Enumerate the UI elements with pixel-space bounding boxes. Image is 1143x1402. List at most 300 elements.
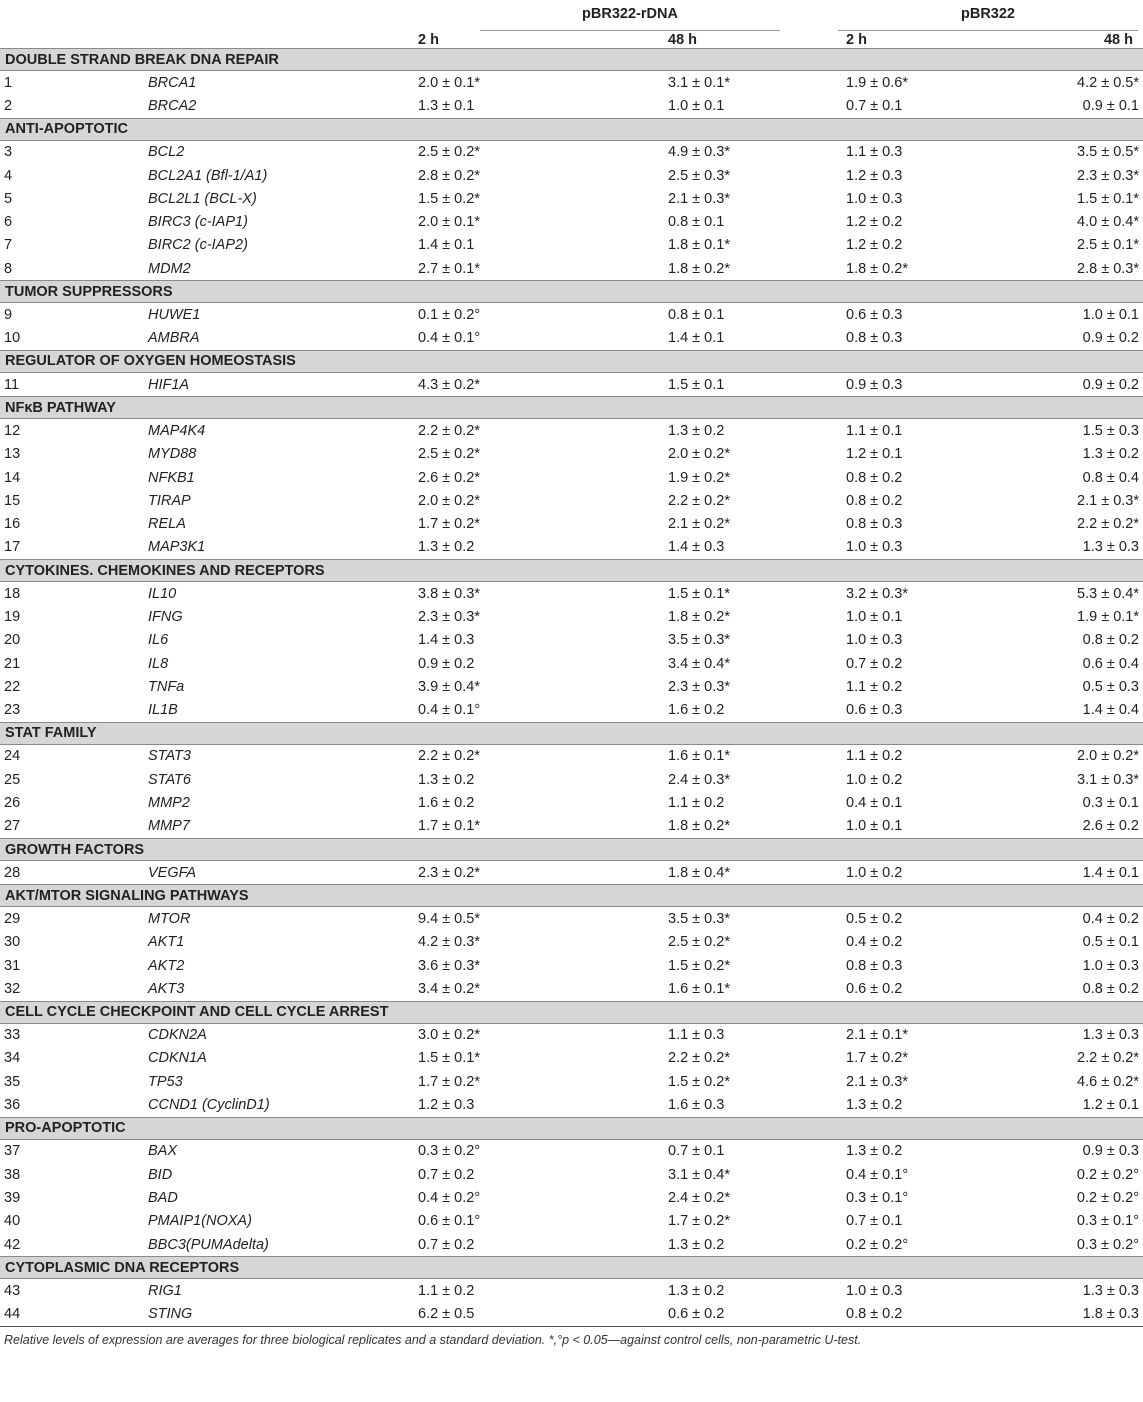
expression-value: 1.1 ± 0.3 [846,144,903,161]
gene-name: VEGFA [148,864,197,881]
expression-value: 2.5 ± 0.1* [1077,237,1139,254]
expression-value: 3.1 ± 0.1* [668,74,730,91]
row-number: 33 [4,1027,21,1044]
expression-value: 0.4 ± 0.2° [418,1189,481,1206]
expression-value: 0.8 ± 0.3 [846,957,903,974]
expression-value: 2.4 ± 0.3* [668,771,730,788]
expression-value: 1.5 ± 0.2* [668,1073,730,1090]
expression-value: 9.4 ± 0.5* [418,910,480,927]
expression-value: 1.5 ± 0.2* [418,190,480,207]
expression-value: 0.4 ± 0.1° [846,1166,909,1183]
gene-name: AKT3 [148,980,185,997]
table-row [0,419,1143,443]
expression-value: 3.1 ± 0.4* [668,1166,730,1183]
table-row [0,303,1143,327]
expression-value: 4.6 ± 0.2* [1077,1073,1139,1090]
row-number: 8 [4,260,13,277]
expression-value: 3.4 ± 0.2* [418,980,480,997]
expression-value: 1.6 ± 0.1* [668,980,730,997]
gene-name: AKT2 [148,957,185,974]
expression-value: 1.0 ± 0.1 [668,97,725,114]
expression-value: 0.2 ± 0.2° [1076,1166,1139,1183]
expression-value: 6.2 ± 0.5 [418,1306,475,1323]
row-number: 7 [4,237,13,254]
expression-value: 2.1 ± 0.3* [846,1073,908,1090]
expression-value: 1.0 ± 0.3 [1082,957,1139,974]
expression-value: 1.0 ± 0.1 [1082,307,1139,324]
row-number: 28 [4,864,21,881]
expression-value: 1.3 ± 0.2 [668,422,725,439]
expression-value: 1.3 ± 0.1 [418,97,475,114]
timepoint-header: 2 h [418,32,439,48]
row-number: 25 [4,771,21,788]
expression-value: 1.9 ± 0.2* [668,469,730,486]
expression-value: 1.7 ± 0.1* [418,818,480,835]
expression-value: 2.0 ± 0.2* [668,446,730,463]
expression-value: 2.2 ± 0.2* [418,422,480,439]
gene-name: STAT6 [148,771,191,788]
table-row [0,1023,1143,1047]
expression-value: 4.2 ± 0.5* [1077,74,1139,91]
table-row [0,234,1143,257]
expression-value: 1.8 ± 0.2* [668,260,730,277]
section-title: CYTOPLASMIC DNA RECEPTORS [0,1257,1143,1279]
expression-value: 1.4 ± 0.3 [418,632,475,649]
gene-name: BIRC3 (c-IAP1) [148,214,248,231]
expression-value: 2.6 ± 0.2* [418,469,480,486]
row-number: 21 [4,655,21,672]
expression-value: 3.0 ± 0.2* [418,1027,480,1044]
section-title: STAT FAMILY [0,722,1143,744]
section-header-row [0,350,1143,372]
expression-value: 3.8 ± 0.3* [418,585,480,602]
row-number: 6 [4,214,13,231]
gene-name: BCL2 [148,144,185,161]
table-row [0,582,1143,606]
timepoint-header: 2 h [846,32,867,48]
expression-value: 0.8 ± 0.2 [846,492,903,509]
expression-value: 0.8 ± 0.2 [846,1306,903,1323]
gene-name: IL8 [148,655,169,672]
gene-name: MAP4K4 [148,422,206,439]
expression-value: 1.6 ± 0.3 [668,1097,725,1114]
row-number: 42 [4,1236,21,1253]
expression-value: 0.4 ± 0.2 [1082,910,1139,927]
table-row [0,1070,1143,1093]
expression-value: 3.4 ± 0.4* [668,655,730,672]
gene-name: BAD [148,1189,178,1206]
row-number: 40 [4,1213,21,1230]
expression-value: 0.8 ± 0.1 [668,214,725,231]
expression-value: 1.4 ± 0.1 [418,237,475,254]
expression-value: 1.4 ± 0.1 [1082,864,1139,881]
expression-value: 2.8 ± 0.2* [418,167,480,184]
expression-value: 1.0 ± 0.3 [846,1282,903,1299]
expression-value: 2.0 ± 0.1* [418,214,480,231]
section-title: CELL CYCLE CHECKPOINT AND CELL CYCLE ARREST [0,1001,1143,1023]
table-row [0,1163,1143,1186]
expression-value: 2.5 ± 0.2* [418,446,480,463]
gene-name: PMAIP1(NOXA) [148,1213,252,1230]
table-row [0,629,1143,652]
section-header-row [0,1117,1143,1139]
expression-value: 5.3 ± 0.4* [1077,585,1139,602]
expression-value: 1.2 ± 0.2 [846,214,903,231]
expression-value: 0.4 ± 0.1 [846,795,903,812]
expression-value: 1.5 ± 0.1 [668,376,725,393]
expression-value: 0.8 ± 0.4 [1082,469,1139,486]
expression-value: 0.8 ± 0.2 [1082,632,1139,649]
expression-value: 0.1 ± 0.2° [418,307,481,324]
expression-value: 0.9 ± 0.2 [418,655,475,672]
expression-value: 4.9 ± 0.3* [668,144,730,161]
table-row [0,815,1143,839]
expression-value: 1.6 ± 0.2 [418,795,475,812]
expression-value: 2.0 ± 0.1* [418,74,480,91]
timepoint-header-row [0,32,1143,49]
expression-value: 1.7 ± 0.2* [418,516,480,533]
expression-value: 3.5 ± 0.5* [1077,144,1139,161]
expression-value: 4.0 ± 0.4* [1077,214,1139,231]
expression-value: 0.4 ± 0.1° [418,702,481,719]
expression-value: 0.2 ± 0.2° [1076,1189,1139,1206]
section-header-row [0,722,1143,744]
expression-value: 1.0 ± 0.3 [846,632,903,649]
expression-value: 1.5 ± 0.1* [418,1050,480,1067]
row-number: 35 [4,1073,21,1090]
expression-value: 0.7 ± 0.1 [846,1213,903,1230]
gene-name: MAP3K1 [148,539,206,556]
expression-value: 0.9 ± 0.2 [1082,376,1139,393]
table-row [0,675,1143,698]
expression-value: 1.0 ± 0.2 [846,771,903,788]
group-2-label: pBR322 [838,2,1138,31]
expression-value: 0.5 ± 0.2 [846,910,903,927]
expression-value: 0.3 ± 0.1° [846,1189,909,1206]
table-row [0,1093,1143,1117]
expression-value: 0.7 ± 0.1 [668,1143,725,1160]
gene-name: BRCA1 [148,74,197,91]
row-number: 39 [4,1189,21,1206]
section-title: NFκB PATHWAY [0,397,1143,419]
expression-value: 1.0 ± 0.3 [846,190,903,207]
gene-name: BIRC2 (c-IAP2) [148,237,248,254]
table-row [0,536,1143,560]
row-number: 19 [4,608,21,625]
gene-name: TNFa [148,678,185,695]
section-header-row [0,281,1143,303]
row-number: 44 [4,1306,21,1323]
table-row [0,164,1143,187]
expression-value: 2.2 ± 0.2* [418,748,480,765]
expression-value: 0.5 ± 0.3 [1082,678,1139,695]
expression-value: 1.5 ± 0.2* [668,957,730,974]
gene-name: CCND1 (CyclinD1) [148,1097,270,1114]
expression-value: 1.4 ± 0.4 [1082,702,1139,719]
expression-value: 1.0 ± 0.1 [846,818,903,835]
gene-name: STAT3 [148,748,191,765]
expression-value: 0.6 ± 0.4 [1082,655,1139,672]
expression-value: 2.1 ± 0.3* [1077,492,1139,509]
gene-name: CDKN1A [148,1050,207,1067]
gene-name: AKT1 [148,934,185,951]
expression-value: 1.1 ± 0.1 [846,422,903,439]
section-title: GROWTH FACTORS [0,839,1143,861]
gene-name: MMP2 [148,795,190,812]
group-header-row [0,0,1143,32]
group-1-label: pBR322-rDNA [480,2,780,31]
section-title: TUMOR SUPPRESSORS [0,281,1143,303]
section-header-row [0,118,1143,140]
gene-name: IL1B [148,702,178,719]
expression-value: 1.3 ± 0.2 [1082,446,1139,463]
table-row [0,791,1143,814]
gene-name: MDM2 [148,260,191,277]
expression-value: 2.2 ± 0.2* [668,1050,730,1067]
expression-value: 0.9 ± 0.3 [1082,1143,1139,1160]
expression-value: 0.4 ± 0.1° [418,330,481,347]
expression-value: 0.7 ± 0.2 [418,1236,475,1253]
table-row [0,257,1143,281]
group-header-pbr322-rdna [410,0,838,32]
expression-value: 0.4 ± 0.2 [846,934,903,951]
expression-value: 0.5 ± 0.1 [1082,934,1139,951]
expression-value: 1.3 ± 0.2 [418,771,475,788]
gene-name: BID [148,1166,173,1183]
table-row [0,1302,1143,1326]
expression-value: 1.0 ± 0.3 [846,539,903,556]
expression-value: 2.8 ± 0.3* [1077,260,1139,277]
expression-value: 1.3 ± 0.2 [418,539,475,556]
expression-value: 1.8 ± 0.2* [668,818,730,835]
expression-value: 1.7 ± 0.2* [418,1073,480,1090]
expression-value: 0.3 ± 0.2° [418,1143,481,1160]
expression-value: 0.6 ± 0.2 [846,980,903,997]
row-number: 5 [4,190,13,207]
gene-name: TIRAP [148,492,191,509]
row-number: 32 [4,980,21,997]
expression-value: 3.6 ± 0.3* [418,957,480,974]
table-row [0,605,1143,628]
expression-value: 1.9 ± 0.6* [846,74,908,91]
expression-value: 1.3 ± 0.3 [1082,1027,1139,1044]
expression-value: 0.8 ± 0.2 [846,469,903,486]
table-row [0,372,1143,396]
table-row [0,931,1143,954]
table-row [0,699,1143,723]
expression-value: 1.8 ± 0.4* [668,864,730,881]
row-number: 4 [4,167,13,184]
gene-name: CDKN2A [148,1027,207,1044]
section-title: DOUBLE STRAND BREAK DNA REPAIR [0,49,1143,71]
table-row [0,1139,1143,1163]
gene-name: BBC3(PUMAdelta) [148,1236,269,1253]
gene-name: MYD88 [148,446,197,463]
gene-name: IL10 [148,585,177,602]
table-row [0,489,1143,512]
row-number: 17 [4,539,21,556]
expression-value: 0.7 ± 0.2 [846,655,903,672]
expression-value: 3.2 ± 0.3* [846,585,908,602]
section-title: ANTI-APOPTOTIC [0,118,1143,140]
expression-value: 1.0 ± 0.2 [846,864,903,881]
expression-value: 1.6 ± 0.1* [668,748,730,765]
expression-value: 2.5 ± 0.2* [668,934,730,951]
row-number: 43 [4,1282,21,1299]
table-footnote: Relative levels of expression are averages for three biological replicates and a standard deviation. *,°p < 0.05—against control cells, non-parametric U-test. [4,1332,862,1347]
timepoint-header: 48 h [1103,32,1133,48]
table-row [0,210,1143,233]
table-row [0,907,1143,931]
table-row [0,768,1143,791]
timepoint-header: 48 h [668,32,698,48]
expression-value: 0.9 ± 0.2 [1082,330,1139,347]
expression-value: 4.2 ± 0.3* [418,934,480,951]
expression-value: 2.2 ± 0.2* [668,492,730,509]
expression-value: 2.0 ± 0.2* [418,492,480,509]
expression-value: 0.2 ± 0.2° [846,1236,909,1253]
expression-value: 0.6 ± 0.2 [668,1306,725,1323]
expression-value: 1.3 ± 0.2 [668,1236,725,1253]
expression-value: 1.1 ± 0.2 [846,748,903,765]
table-row [0,652,1143,675]
expression-value: 0.9 ± 0.3 [846,376,903,393]
row-number: 31 [4,957,21,974]
expression-value: 2.1 ± 0.1* [846,1027,908,1044]
expression-value: 0.9 ± 0.1 [1082,97,1139,114]
expression-value: 1.1 ± 0.2 [418,1282,475,1299]
expression-value: 1.3 ± 0.2 [846,1143,903,1160]
expression-value: 2.3 ± 0.3* [1077,167,1139,184]
group-header-pbr322 [838,0,1143,32]
row-number: 1 [4,74,13,91]
expression-value: 0.7 ± 0.1 [846,97,903,114]
section-header-row [0,397,1143,419]
gene-name: BCL2A1 (Bfl-1/A1) [148,167,268,184]
expression-value: 2.6 ± 0.2 [1082,818,1139,835]
expression-value: 2.3 ± 0.3* [418,608,480,625]
table-body [0,49,1143,1327]
row-number: 20 [4,632,21,649]
gene-name: IFNG [148,608,183,625]
row-number: 13 [4,446,21,463]
row-number: 37 [4,1143,21,1160]
gene-name: HIF1A [148,376,190,393]
table-row [0,512,1143,535]
expression-value: 2.1 ± 0.3* [668,190,730,207]
gene-name: MTOR [148,910,191,927]
expression-value: 0.6 ± 0.3 [846,702,903,719]
expression-value: 1.2 ± 0.1 [1082,1097,1139,1114]
expression-value: 0.8 ± 0.2 [1082,980,1139,997]
expression-value: 0.6 ± 0.1° [418,1213,481,1230]
expression-value: 0.3 ± 0.1 [1082,795,1139,812]
row-number: 11 [4,376,20,393]
expression-value: 1.8 ± 0.2* [846,260,908,277]
table-row [0,94,1143,118]
row-number: 38 [4,1166,21,1183]
expression-value: 2.5 ± 0.3* [668,167,730,184]
section-header-row [0,1001,1143,1023]
expression-value: 1.9 ± 0.1* [1077,608,1139,625]
row-number: 36 [4,1097,21,1114]
table-row [0,71,1143,95]
expression-value: 1.3 ± 0.3 [1082,1282,1139,1299]
gene-name: BRCA2 [148,97,197,114]
gene-name: BCL2L1 (BCL-X) [148,190,257,207]
row-number: 26 [4,795,21,812]
row-number: 22 [4,678,21,695]
table-row [0,1279,1143,1303]
section-title: REGULATOR OF OXYGEN HOMEOSTASIS [0,350,1143,372]
row-number: 9 [4,307,13,324]
expression-value: 1.2 ± 0.1 [846,446,903,463]
section-title: AKT/MTOR SIGNALING PATHWAYS [0,885,1143,907]
table-row [0,977,1143,1001]
table-row [0,744,1143,768]
row-number: 3 [4,144,13,161]
expression-value: 3.9 ± 0.4* [418,678,480,695]
gene-name: RIG1 [148,1282,182,1299]
section-header-row [0,560,1143,582]
section-header-row [0,1257,1143,1279]
expression-value: 0.6 ± 0.3 [846,307,903,324]
row-number: 10 [4,330,21,347]
expression-value: 1.8 ± 0.1* [668,237,730,254]
gene-name: BAX [148,1143,178,1160]
expression-value: 1.2 ± 0.3 [418,1097,475,1114]
expression-value: 1.3 ± 0.3 [1082,539,1139,556]
expression-value: 1.6 ± 0.2 [668,702,725,719]
row-number: 16 [4,516,21,533]
expression-value: 0.3 ± 0.2° [1076,1236,1139,1253]
row-number: 15 [4,492,21,509]
row-number: 34 [4,1050,21,1067]
expression-value: 1.3 ± 0.2 [846,1097,903,1114]
expression-value: 3.5 ± 0.3* [668,910,730,927]
row-number: 14 [4,469,21,486]
table-row [0,1233,1143,1257]
expression-value: 1.4 ± 0.1 [668,330,725,347]
gene-name: STING [148,1306,193,1323]
expression-value: 1.7 ± 0.2* [846,1050,908,1067]
table-row [0,140,1143,164]
expression-value: 1.8 ± 0.2* [668,608,730,625]
expression-value: 0.3 ± 0.1° [1076,1213,1139,1230]
expression-value: 2.3 ± 0.3* [668,678,730,695]
section-title: CYTOKINES. CHEMOKINES AND RECEPTORS [0,560,1143,582]
expression-value: 1.1 ± 0.3 [668,1027,725,1044]
expression-value: 1.5 ± 0.3 [1082,422,1139,439]
expression-value: 2.0 ± 0.2* [1077,748,1139,765]
gene-name: AMBRA [148,330,200,347]
expression-value: 1.2 ± 0.3 [846,167,903,184]
table-row [0,954,1143,977]
expression-value: 2.2 ± 0.2* [1077,516,1139,533]
gene-name: NFKB1 [148,469,195,486]
expression-value: 1.2 ± 0.2 [846,237,903,254]
gene-name: RELA [148,516,186,533]
expression-value: 2.3 ± 0.2* [418,864,480,881]
expression-value: 1.1 ± 0.2 [846,678,903,695]
expression-value: 2.1 ± 0.2* [668,516,730,533]
table-row [0,187,1143,210]
section-header-row [0,839,1143,861]
table-row [0,1186,1143,1209]
gene-name: MMP7 [148,818,190,835]
table-row [0,861,1143,885]
expression-value: 3.5 ± 0.3* [668,632,730,649]
